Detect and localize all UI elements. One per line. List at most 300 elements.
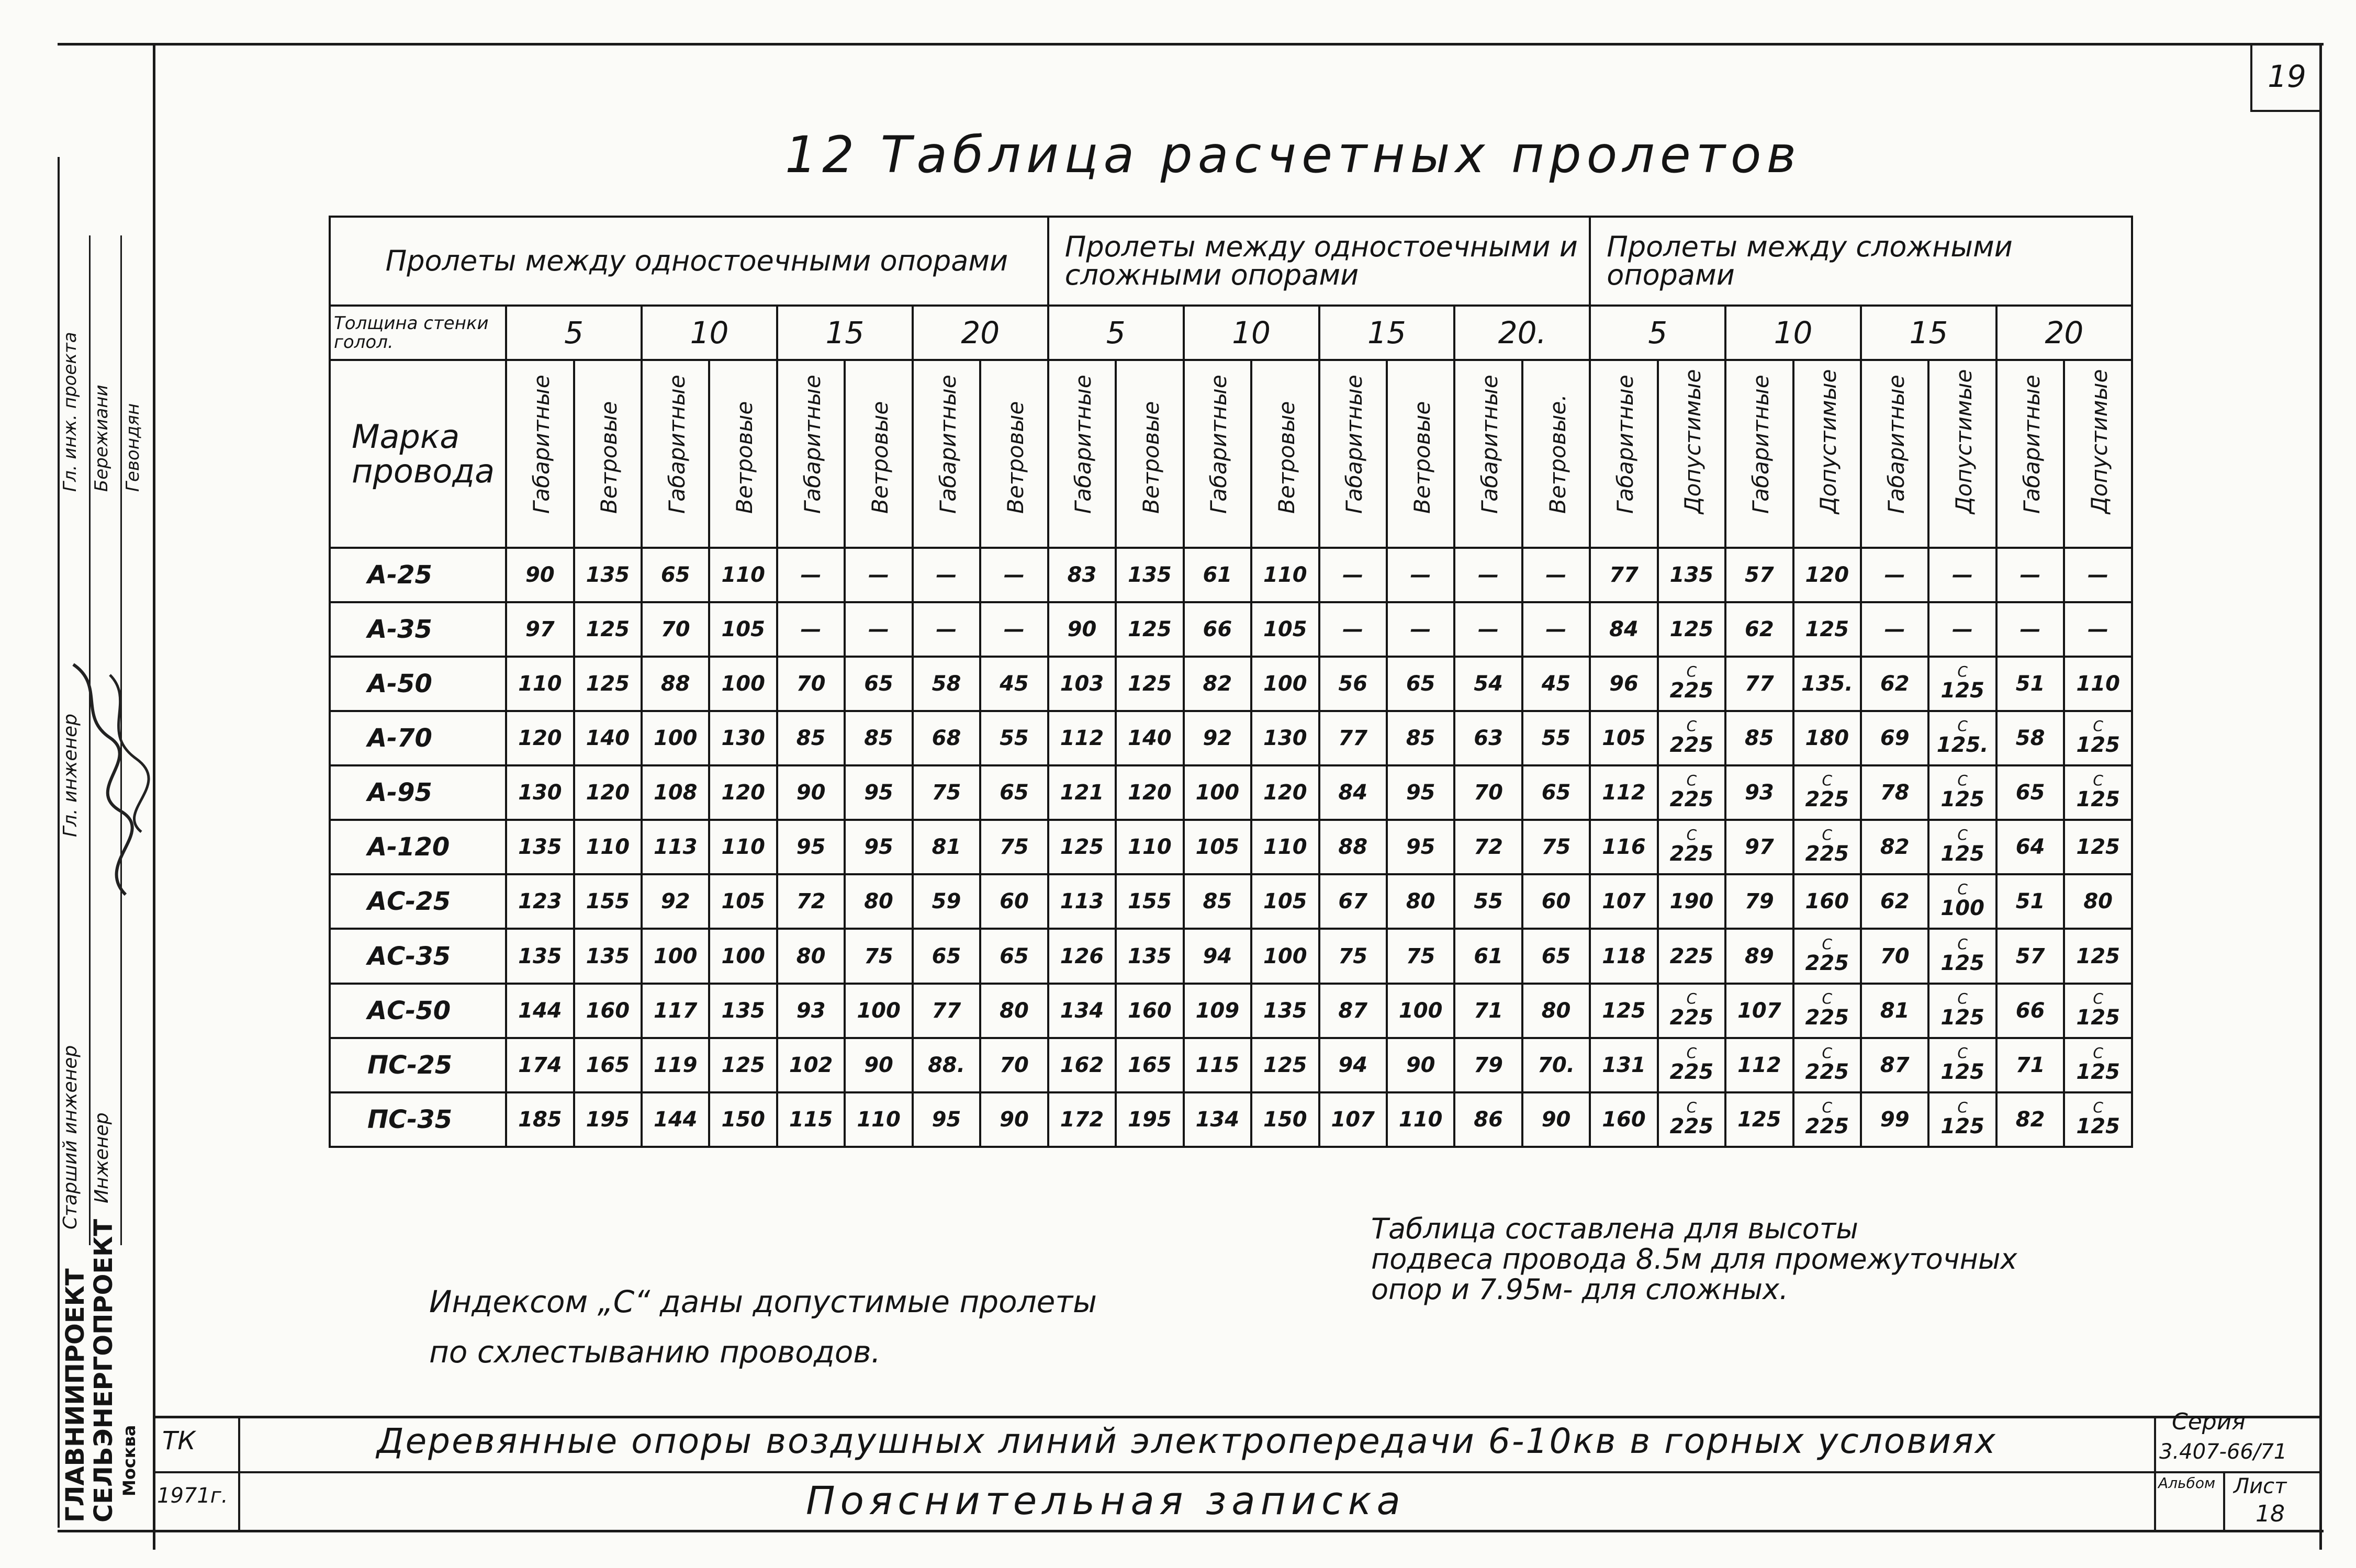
span-value-cell <box>1184 874 1251 929</box>
span-value-cell <box>574 602 642 657</box>
span-value: 103 <box>1060 671 1104 696</box>
span-value: 93 <box>796 998 826 1023</box>
column-header <box>1861 360 1928 547</box>
span-value: 150 <box>1263 1107 1307 1132</box>
span-value-cell <box>709 657 777 711</box>
span-value: — <box>1884 562 1905 587</box>
sheet-number: 19 <box>2250 43 2321 112</box>
span-value: 107 <box>1602 889 1646 914</box>
span-value-cell <box>1251 1038 1319 1092</box>
span-value: 45 <box>1000 671 1029 696</box>
span-value: 225 <box>1669 787 1714 812</box>
span-value: 225 <box>1805 951 1849 975</box>
span-value: 140 <box>1128 726 1172 751</box>
span-value: — <box>2020 562 2041 587</box>
span-value: 110 <box>2076 671 2120 696</box>
column-header-label: Ветровые <box>1409 401 1435 514</box>
span-value: 90 <box>864 1053 893 1077</box>
column-header-label: Габаритные <box>1341 375 1367 514</box>
side-role: Гл. инженер <box>60 713 81 837</box>
thickness-value: 15 <box>1319 306 1455 360</box>
span-value-cell <box>913 1092 980 1147</box>
span-value: 95 <box>1406 835 1435 860</box>
group-header: Пролеты между одностоечными опорами <box>330 217 1048 306</box>
span-value: 110 <box>586 835 630 860</box>
span-value-cell <box>506 1092 574 1147</box>
span-value: 160 <box>1805 889 1849 914</box>
span-value: 125 <box>1669 617 1714 641</box>
span-value: 60 <box>1541 889 1571 914</box>
c-index-mark: С <box>1957 935 1968 953</box>
span-value-cell <box>1522 602 1590 657</box>
span-value-cell <box>2064 1092 2132 1147</box>
span-value: 89 <box>1745 944 1774 968</box>
subheader-row <box>330 360 2132 547</box>
span-value-cell <box>1048 874 1116 929</box>
span-value-cell <box>1319 874 1387 929</box>
span-value-cell <box>1590 602 1657 657</box>
table-body <box>330 548 2132 1147</box>
span-value-cell <box>1793 602 1861 657</box>
span-value-cell <box>1048 1092 1116 1147</box>
span-value: 97 <box>1745 835 1774 860</box>
span-value-cell <box>1116 1038 1183 1092</box>
span-value-cell <box>574 1038 642 1092</box>
span-value-cell <box>1522 1038 1590 1092</box>
span-value: 144 <box>654 1107 698 1132</box>
span-value-cell <box>1454 874 1522 929</box>
span-value: 125 <box>586 617 630 641</box>
span-value: 134 <box>1195 1107 1240 1132</box>
span-value-cell <box>1319 602 1387 657</box>
span-value-cell <box>913 711 980 765</box>
span-value: 113 <box>654 835 698 860</box>
span-value-cell <box>1522 711 1590 765</box>
span-value: 70 <box>660 617 690 641</box>
span-value-cell <box>1590 657 1657 711</box>
document-name: Пояснительная записка <box>806 1479 1406 1524</box>
span-value: 80 <box>864 889 893 914</box>
span-value: 150 <box>721 1107 765 1132</box>
span-value: 225 <box>1669 678 1714 703</box>
span-value: 110 <box>518 671 562 696</box>
span-value: 94 <box>1203 944 1232 968</box>
span-value-cell <box>1048 820 1116 874</box>
span-value: 125 <box>1128 617 1172 641</box>
span-value: 225 <box>1669 842 1714 866</box>
span-value-cell <box>506 820 574 874</box>
span-value: 57 <box>2015 944 2045 968</box>
span-value: 108 <box>654 781 698 805</box>
span-value: 51 <box>2015 889 2045 914</box>
span-value-cell <box>1996 820 2064 874</box>
span-value-cell <box>1522 1092 1590 1147</box>
span-value: 195 <box>1128 1107 1172 1132</box>
title-block-year: 1971г. <box>157 1484 228 1508</box>
note-line: опор и 7.95м- для сложных. <box>1371 1273 1789 1306</box>
span-value: 155 <box>586 889 630 914</box>
column-header-label: Габаритные <box>799 375 825 514</box>
note-line: Таблица составлена для высоты <box>1371 1212 1858 1245</box>
c-index-mark: С <box>2093 989 2103 1007</box>
span-value-cell <box>1184 929 1251 983</box>
span-value: 77 <box>1745 671 1774 696</box>
thickness-value: 10 <box>1184 306 1319 360</box>
column-header <box>1522 360 1590 547</box>
thickness-label: Толщина стенки голол. <box>330 306 506 360</box>
span-value: 92 <box>1203 726 1232 751</box>
span-value-cell <box>1184 548 1251 602</box>
span-value-cell <box>1319 657 1387 711</box>
thickness-value: 15 <box>1861 306 1996 360</box>
span-value-cell <box>1725 1038 1793 1092</box>
column-header <box>709 360 777 547</box>
span-value-cell <box>1996 602 2064 657</box>
side-name: Гл. инж. проекта <box>60 332 81 492</box>
span-value-cell <box>1928 765 1996 820</box>
span-value: 65 <box>1000 781 1029 805</box>
span-value: 65 <box>660 562 690 587</box>
span-value-cell <box>1251 657 1319 711</box>
span-value: 125 <box>586 671 630 696</box>
span-value: 55 <box>1000 726 1029 751</box>
span-value-cell <box>1928 820 1996 874</box>
c-index-mark: С <box>1822 935 1833 953</box>
span-value: 65 <box>2015 781 2045 805</box>
span-value-cell <box>2064 548 2132 602</box>
span-value-cell <box>1590 820 1657 874</box>
span-value-cell <box>845 820 912 874</box>
title-block-top-line <box>153 1416 2322 1418</box>
span-value: 62 <box>1880 671 1910 696</box>
span-value-cell <box>845 1038 912 1092</box>
span-value-cell <box>1387 984 1454 1038</box>
span-value: 112 <box>1737 1053 1781 1077</box>
span-value-cell <box>845 711 912 765</box>
span-value-cell <box>709 548 777 602</box>
span-value: 88 <box>1338 835 1368 860</box>
span-value: 110 <box>857 1107 901 1132</box>
span-value: 80 <box>1000 998 1029 1023</box>
span-value: 72 <box>1474 835 1503 860</box>
span-value: 90 <box>1406 1053 1435 1077</box>
span-value: 58 <box>932 671 961 696</box>
c-index-mark: С <box>1957 662 1968 680</box>
span-value-cell <box>574 820 642 874</box>
group-header: Пролеты между сложными опорами <box>1590 217 2132 306</box>
span-value: — <box>2088 617 2109 641</box>
column-header-label: Ветровые. <box>1544 394 1570 514</box>
span-value: 115 <box>1195 1053 1240 1077</box>
span-value-cell <box>642 874 709 929</box>
span-value-cell <box>1387 1038 1454 1092</box>
title-block-divider <box>2223 1471 2225 1530</box>
span-value: 87 <box>1338 998 1368 1023</box>
span-value: 79 <box>1474 1053 1503 1077</box>
span-value-cell <box>1793 1092 1861 1147</box>
span-value-cell <box>1725 820 1793 874</box>
span-value: 100 <box>721 944 765 968</box>
span-value: 100 <box>654 726 698 751</box>
span-value-cell <box>1454 765 1522 820</box>
span-value: — <box>800 562 822 587</box>
span-value-cell <box>1928 1038 1996 1092</box>
title-block-divider <box>2154 1471 2322 1473</box>
span-value: 60 <box>1000 889 1029 914</box>
span-value: 77 <box>1338 726 1368 751</box>
sheet-value: 18 <box>2256 1501 2285 1527</box>
span-value-cell <box>980 657 1048 711</box>
column-header <box>506 360 574 547</box>
span-value: 120 <box>1128 781 1172 805</box>
span-value: 225 <box>1669 733 1714 758</box>
span-value-cell <box>642 1092 709 1147</box>
span-value: 125 <box>1940 842 1984 866</box>
c-index-mark: С <box>1822 989 1833 1007</box>
table-row <box>330 548 2132 602</box>
column-header-label: Допустимые <box>1815 369 1842 514</box>
column-header <box>1996 360 2064 547</box>
span-value-cell <box>1590 548 1657 602</box>
span-value-cell <box>1116 602 1183 657</box>
span-value-cell <box>709 820 777 874</box>
span-value-cell <box>1319 1092 1387 1147</box>
brand-label: Марка провода <box>330 360 506 547</box>
span-value: 112 <box>1602 781 1646 805</box>
span-value-cell <box>1861 657 1928 711</box>
span-value-cell <box>1658 711 1725 765</box>
span-value-cell <box>1387 929 1454 983</box>
span-value-cell <box>1928 548 1996 602</box>
span-value: 165 <box>586 1053 630 1077</box>
span-value-cell <box>845 548 912 602</box>
group-header-row <box>330 217 2132 306</box>
span-value-cell <box>642 711 709 765</box>
span-value-cell <box>845 874 912 929</box>
span-value-cell <box>642 984 709 1038</box>
span-value: 225 <box>1805 1114 1849 1138</box>
span-value-cell <box>1251 820 1319 874</box>
span-value: 75 <box>1406 944 1435 968</box>
span-value-cell <box>1793 657 1861 711</box>
span-value-cell <box>1251 602 1319 657</box>
span-value-cell <box>1116 548 1183 602</box>
span-value-cell <box>1048 984 1116 1038</box>
span-value-cell <box>1658 1038 1725 1092</box>
span-value: 140 <box>586 726 630 751</box>
wire-brand: А-50 <box>330 657 506 711</box>
span-value-cell <box>506 984 574 1038</box>
span-value-cell <box>1861 765 1928 820</box>
c-index-mark: С <box>2093 1044 2103 1062</box>
span-value-cell <box>1387 548 1454 602</box>
wire-brand: А-95 <box>330 765 506 820</box>
span-value-cell <box>1996 765 2064 820</box>
span-value-cell <box>1387 602 1454 657</box>
column-header <box>1048 360 1116 547</box>
span-value-cell <box>1251 984 1319 1038</box>
span-value: 65 <box>864 671 893 696</box>
span-value: 95 <box>864 835 893 860</box>
span-value-cell <box>642 657 709 711</box>
wire-brand: АС-35 <box>330 929 506 983</box>
span-value: 190 <box>1669 889 1714 914</box>
span-value: 54 <box>1474 671 1503 696</box>
span-value: 65 <box>1406 671 1435 696</box>
span-value-cell <box>1184 602 1251 657</box>
span-value-cell <box>1996 984 2064 1038</box>
column-header-label: Габаритные <box>664 375 690 514</box>
span-value-cell <box>1454 602 1522 657</box>
column-header <box>1387 360 1454 547</box>
span-value-cell <box>1048 929 1116 983</box>
span-value: 125 <box>1805 617 1849 641</box>
span-value: 125 <box>2076 1005 2120 1030</box>
span-value: 125 <box>1940 1005 1984 1030</box>
span-value-cell <box>777 548 845 602</box>
span-value-cell <box>2064 602 2132 657</box>
span-value-cell <box>1454 1092 1522 1147</box>
span-value-cell <box>913 657 980 711</box>
span-value-cell <box>777 984 845 1038</box>
span-value-cell <box>777 602 845 657</box>
series-value: 3.407-66/71 <box>2159 1440 2287 1464</box>
span-value-cell <box>1725 657 1793 711</box>
span-value-cell <box>1522 657 1590 711</box>
span-value: 66 <box>2015 998 2045 1023</box>
c-index-mark: С <box>1957 772 1968 789</box>
span-value: 144 <box>518 998 562 1023</box>
span-value: 90 <box>1541 1107 1571 1132</box>
span-value: 105 <box>1602 726 1646 751</box>
wire-brand: А-70 <box>330 711 506 765</box>
span-value-cell <box>913 548 980 602</box>
span-value: 64 <box>2015 835 2045 860</box>
c-index-mark: С <box>1822 1098 1833 1116</box>
span-value-cell <box>1251 548 1319 602</box>
note-c-index <box>429 1277 1097 1377</box>
column-header <box>1251 360 1319 547</box>
span-value-cell <box>1048 711 1116 765</box>
span-value: 61 <box>1474 944 1503 968</box>
span-value: 65 <box>1541 781 1571 805</box>
span-value: 84 <box>1338 781 1368 805</box>
span-value-cell <box>1387 820 1454 874</box>
span-value-cell <box>845 657 912 711</box>
span-value: 105 <box>1263 889 1307 914</box>
span-value: 125 <box>1940 678 1984 703</box>
c-index-mark: С <box>1686 1098 1697 1116</box>
span-value-cell <box>980 1092 1048 1147</box>
spans-table <box>329 216 2133 1148</box>
span-value-cell <box>1793 548 1861 602</box>
c-index-mark: С <box>1957 881 1968 898</box>
span-value-cell <box>1928 711 1996 765</box>
span-value-cell <box>2064 929 2132 983</box>
span-value: 225 <box>1669 1114 1714 1138</box>
span-value: — <box>1478 562 1499 587</box>
span-value: 62 <box>1745 617 1774 641</box>
span-value: 68 <box>932 726 961 751</box>
span-value: 105 <box>721 617 765 641</box>
span-value-cell <box>574 929 642 983</box>
c-index-mark: С <box>1957 1098 1968 1116</box>
span-value-cell <box>777 820 845 874</box>
span-value-cell <box>1861 1092 1928 1147</box>
span-value: 97 <box>525 617 555 641</box>
span-value-cell <box>1454 820 1522 874</box>
span-value: 112 <box>1060 726 1104 751</box>
span-value-cell <box>1725 874 1793 929</box>
column-header <box>1590 360 1657 547</box>
span-value: — <box>1410 562 1431 587</box>
span-value: 70 <box>796 671 826 696</box>
span-value-cell <box>506 711 574 765</box>
span-value: — <box>1545 617 1567 641</box>
span-value: 130 <box>518 781 562 805</box>
c-index-mark: С <box>2093 717 2103 735</box>
span-value: 174 <box>518 1053 562 1077</box>
span-value-cell <box>980 820 1048 874</box>
span-value: 100 <box>1940 896 1984 921</box>
span-value-cell <box>980 765 1048 820</box>
span-value: 45 <box>1541 671 1571 696</box>
span-value: 65 <box>1541 944 1571 968</box>
table-row <box>330 984 2132 1038</box>
span-value: 155 <box>1128 889 1172 914</box>
span-value-cell <box>1251 1092 1319 1147</box>
span-value-cell <box>1387 657 1454 711</box>
span-value-cell <box>1590 874 1657 929</box>
thickness-value: 20 <box>913 306 1048 360</box>
span-value: 105 <box>1195 835 1240 860</box>
span-value: — <box>2088 562 2109 587</box>
span-value: — <box>1003 562 1025 587</box>
span-value: 71 <box>2015 1053 2045 1077</box>
span-value: — <box>1884 617 1905 641</box>
span-value: 130 <box>721 726 765 751</box>
c-index-mark: С <box>1822 826 1833 844</box>
c-index-mark: С <box>2093 772 2103 789</box>
span-value-cell <box>913 929 980 983</box>
span-value: 110 <box>1398 1107 1443 1132</box>
span-value: 125 <box>2076 835 2120 860</box>
column-header <box>1793 360 1861 547</box>
span-value-cell <box>709 602 777 657</box>
span-value-cell <box>1251 874 1319 929</box>
span-value: 107 <box>1737 998 1781 1023</box>
c-index-mark: С <box>1686 1044 1697 1062</box>
column-header <box>1725 360 1793 547</box>
span-value: 69 <box>1880 726 1910 751</box>
span-value: 85 <box>864 726 893 751</box>
column-header-label: Ветровые <box>1138 401 1164 514</box>
span-value: 116 <box>1602 835 1646 860</box>
span-value: — <box>1410 617 1431 641</box>
span-value-cell <box>1251 929 1319 983</box>
span-value-cell <box>1793 765 1861 820</box>
span-value-cell <box>1793 929 1861 983</box>
c-index-mark: С <box>1957 826 1968 844</box>
column-header-label: Габаритные <box>1070 375 1096 514</box>
span-value: 90 <box>525 562 555 587</box>
span-value: — <box>1545 562 1567 587</box>
column-header <box>980 360 1048 547</box>
column-header-label: Допустимые <box>2086 369 2113 514</box>
span-value: 110 <box>1128 835 1172 860</box>
span-value-cell <box>777 711 845 765</box>
column-header-label: Ветровые <box>732 401 758 514</box>
